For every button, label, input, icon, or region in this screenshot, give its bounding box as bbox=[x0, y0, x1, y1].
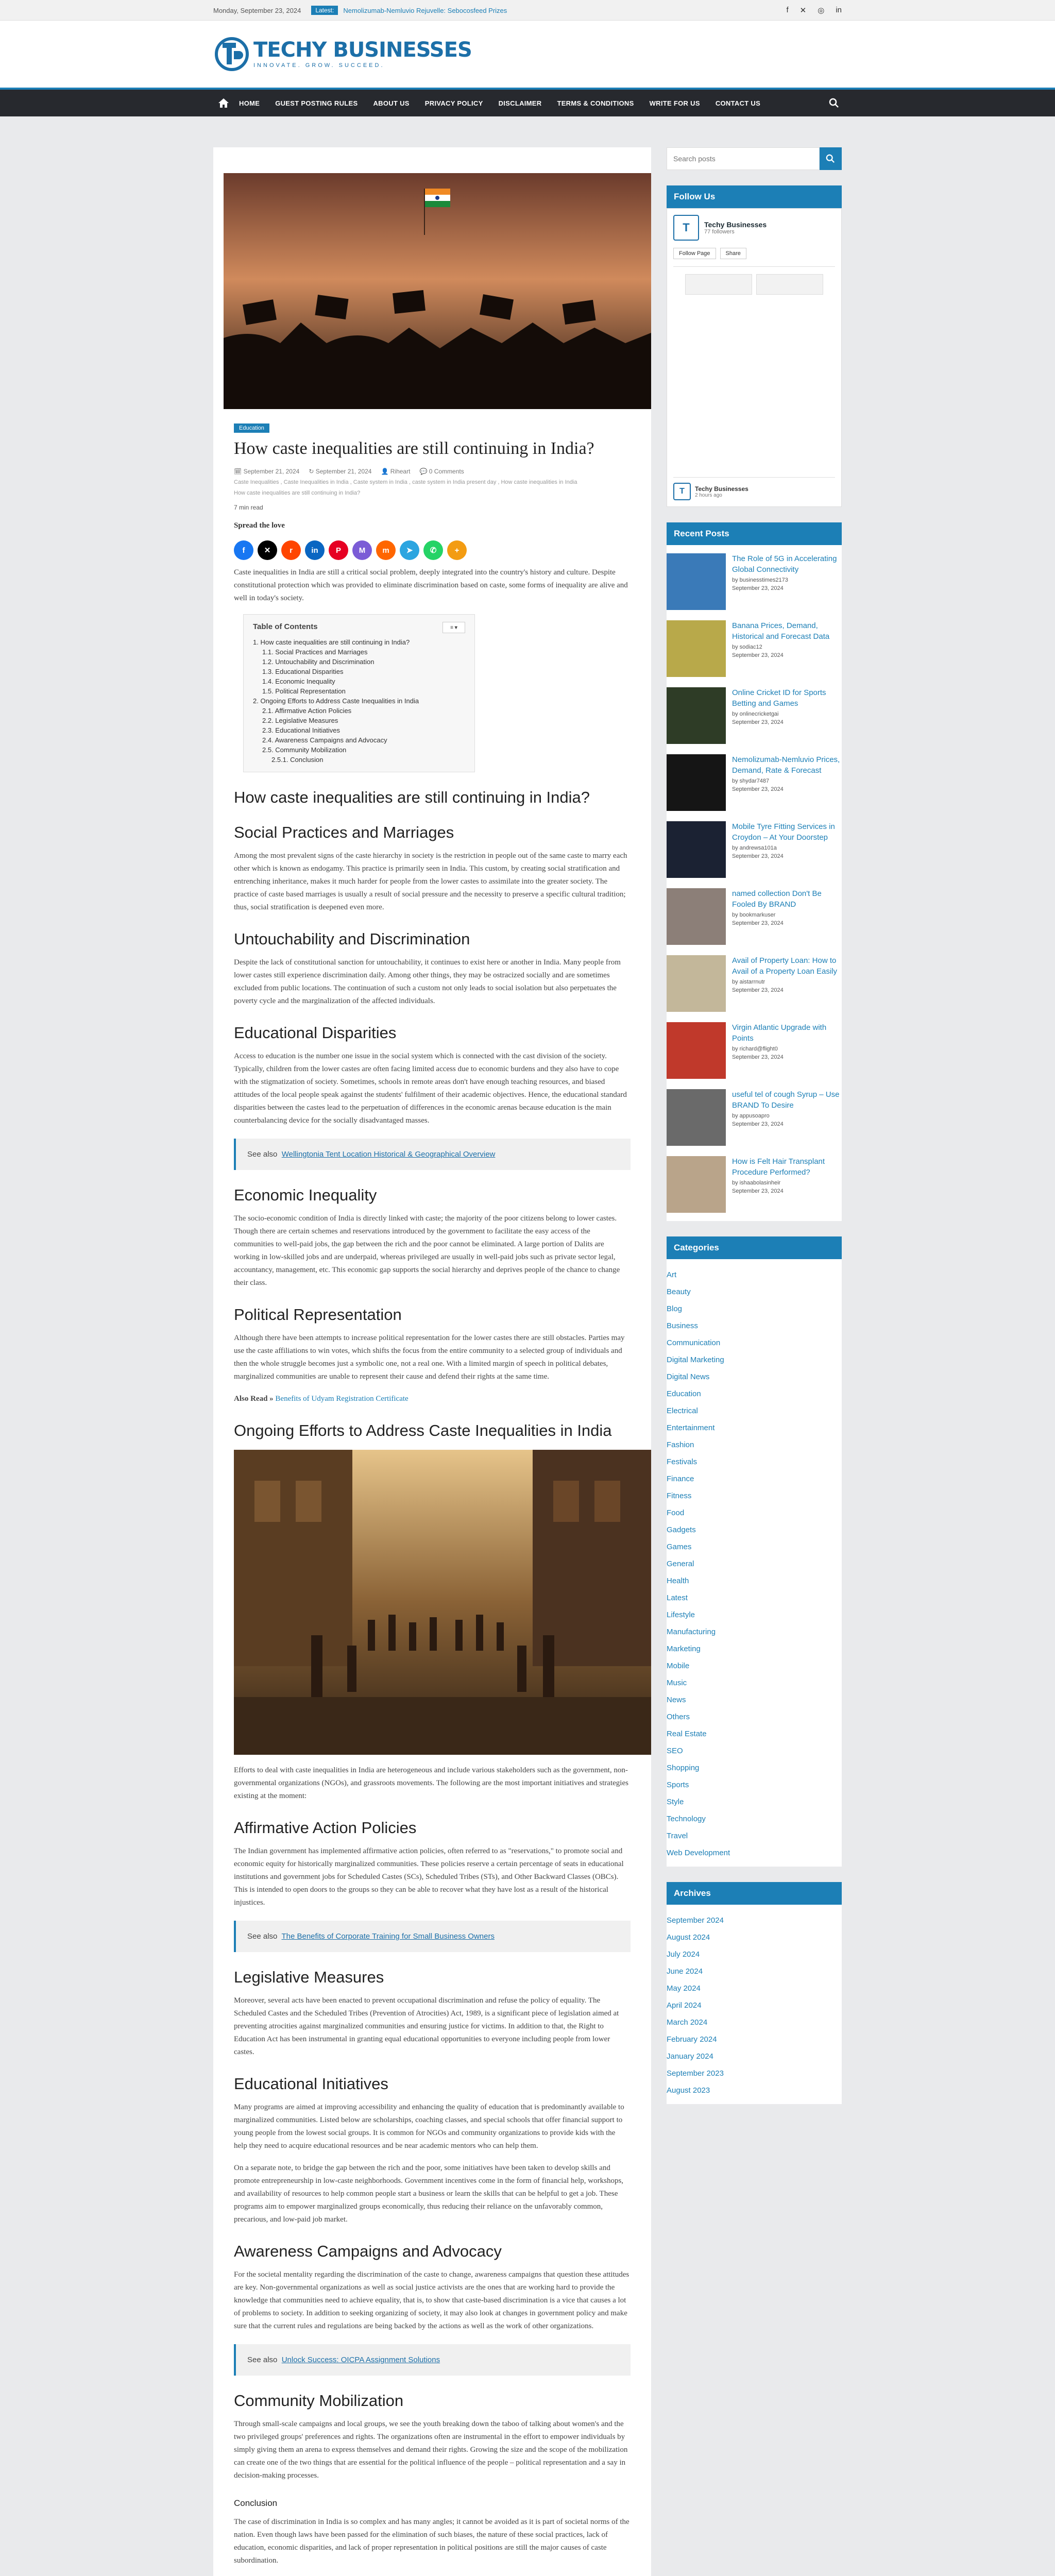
archive-link[interactable]: September 2023 bbox=[667, 2069, 724, 2078]
recent-post-thumbnail[interactable] bbox=[667, 1089, 726, 1146]
category-link[interactable]: Sports bbox=[667, 1781, 689, 1789]
mix-share-icon[interactable]: m bbox=[376, 540, 396, 560]
toc-item[interactable]: 1.2. Untouchability and Discrimination bbox=[262, 658, 375, 666]
category-link[interactable]: SEO bbox=[667, 1747, 683, 1755]
mewe-share-icon[interactable]: M bbox=[352, 540, 372, 560]
paragraph-social: Among the most prevalent signs of the caste hierarchy in society is the restriction in people out of the same caste to marry each other which is known as endogamy. This practice is primarily seen in India. This custom, by creating social stratification and entrenching inheritance, makes it much harder for people from the lower castes to assimilate into the greater society. The practice of caste based marriages is usually a result of social pressure and the necessity to preserve a specific cultural tradition; thus, social stratification is deepened even more. bbox=[234, 852, 627, 911]
recent-post-thumbnail[interactable] bbox=[667, 888, 726, 945]
nav-item-guest-posting-rules[interactable]: GUEST POSTING RULES bbox=[275, 99, 358, 107]
site-header bbox=[0, 21, 1055, 88]
recent-post-thumbnail[interactable] bbox=[667, 1156, 726, 1213]
facebook-page-embed[interactable] bbox=[667, 208, 842, 507]
see-also-label: See also bbox=[247, 1932, 278, 1941]
search-icon bbox=[826, 154, 835, 163]
category-link[interactable]: Digital Marketing bbox=[667, 1355, 724, 1364]
table-of-contents bbox=[243, 614, 475, 772]
paragraph-initiatives-2: On a separate note, to bridge the gap between the rich and the poor, some initiatives have been taken to develop skills and promote entrepreneurship in low-caste neighborhoods. Government incentives come in the form of financial help, workshops, and availability of resources to help common people start a business or learn the skills that can be helpful to get a job. These programs aim to empower marginalized groups economically, thus reducing their reliance on the unfavorably common, precarious, and low-paid job market. bbox=[234, 2164, 624, 2224]
search-submit-button[interactable] bbox=[820, 147, 842, 170]
category-link[interactable]: Latest bbox=[667, 1594, 688, 1602]
recent-post-date: September 23, 2024 bbox=[732, 853, 784, 859]
category-link[interactable]: News bbox=[667, 1696, 686, 1704]
recent-post-title[interactable]: How is Felt Hair Transplant Procedure Performed? bbox=[732, 1157, 825, 1177]
toc-item[interactable]: 1.5. Political Representation bbox=[262, 687, 346, 695]
post-date[interactable]: 🗓 September 21, 2024 bbox=[234, 468, 300, 475]
recent-post-title[interactable]: named collection Don't Be Fooled By BRAND bbox=[732, 889, 822, 909]
category-link[interactable]: Food bbox=[667, 1509, 685, 1517]
logo-name: TECHY BUSINESSES bbox=[253, 38, 472, 62]
toc-title: Table of Contents bbox=[253, 622, 318, 631]
recent-post-author: by aistarrnutr bbox=[732, 979, 765, 985]
heading-economic: Economic Inequality bbox=[234, 1186, 377, 1204]
category-link[interactable]: Blog bbox=[667, 1304, 683, 1313]
telegram-share-icon[interactable]: ➤ bbox=[400, 540, 419, 560]
recent-post-item[interactable] bbox=[667, 548, 842, 615]
heading-education: Educational Disparities bbox=[234, 1024, 397, 1042]
see-also-link[interactable]: Unlock Success: OICPA Assignment Solutions bbox=[281, 2355, 440, 2364]
archive-link[interactable]: April 2024 bbox=[667, 2001, 702, 2010]
recent-post-thumbnail[interactable] bbox=[667, 821, 726, 878]
nav-item-disclaimer[interactable]: DISCLAIMER bbox=[498, 99, 542, 107]
social-links bbox=[786, 6, 842, 15]
x-share-icon[interactable]: ✕ bbox=[258, 540, 277, 560]
toc-item[interactable]: 1.3. Educational Disparities bbox=[262, 668, 344, 675]
current-date: Monday, September 23, 2024 bbox=[213, 6, 301, 14]
main-nav bbox=[0, 88, 1055, 116]
fb-post-avatar: T bbox=[673, 483, 691, 500]
archive-link[interactable]: August 2024 bbox=[667, 1933, 710, 1942]
recent-post-thumbnail[interactable] bbox=[667, 955, 726, 1012]
category-link[interactable]: Technology bbox=[667, 1815, 706, 1823]
heading-community: Community Mobilization bbox=[234, 2392, 404, 2410]
recent-post-title[interactable]: Mobile Tyre Fitting Services in Croydon – At Your Doorstep bbox=[732, 822, 835, 842]
post-body bbox=[224, 566, 641, 2576]
post-title: How caste inequalities are still continuing in India? bbox=[234, 439, 594, 458]
recent-post-author: by shydar7487 bbox=[732, 778, 770, 784]
recent-post-date: September 23, 2024 bbox=[732, 1121, 784, 1127]
recent-post-date: September 23, 2024 bbox=[732, 987, 784, 993]
post-comments[interactable]: 💬 0 Comments bbox=[419, 468, 464, 475]
facebook-icon[interactable]: f bbox=[786, 6, 789, 14]
widget-title: Archives bbox=[667, 1882, 842, 1905]
category-link[interactable]: Others bbox=[667, 1713, 690, 1721]
category-link[interactable]: Travel bbox=[667, 1832, 688, 1840]
paragraph-awareness: For the societal mentality regarding the discrimination of the caste to change, awareness campaigns that question these attitudes are key. Non-governmental organizations as well as social justice activists are the ones that are working hard to provide the knowledge that communities need to achieve equality, that is, to show that caste-based discrimination is a vice that causes a lot of problems to society. In addition to seeking organizing of society, it may also look at changes in government policy and make sure that the current rules and regulations are being backed by the actions as well as the work of other organizations. bbox=[234, 2270, 629, 2330]
heading-legislative: Legislative Measures bbox=[234, 1968, 384, 1986]
sidebar bbox=[667, 147, 842, 2576]
nav-item-home[interactable]: HOME bbox=[239, 99, 260, 107]
archive-link[interactable]: September 2024 bbox=[667, 1916, 724, 1925]
search-input[interactable] bbox=[667, 147, 820, 170]
category-link[interactable]: Manufacturing bbox=[667, 1628, 716, 1636]
see-also-box bbox=[234, 1139, 631, 1170]
heading-political: Political Representation bbox=[234, 1306, 402, 1324]
facebook-widget bbox=[667, 185, 842, 507]
see-also-label: See also bbox=[247, 1150, 278, 1159]
paragraph-affirmative: The Indian government has implemented affirmative action policies, often referred to as "reservations," to promote social and economic equity for historically marginalized communities. These policies reserve a certain percentage of seats in educational institutions and government jobs for Scheduled Castes (SCs), Scheduled Tribes (STs), and Other Backward Classes (OBCs). This is intended to open doors to the groups so they can be able to recover what they have lost as a result of the historical injustices. bbox=[234, 1847, 624, 1907]
latest-label: Latest: bbox=[311, 6, 338, 15]
site-logo[interactable] bbox=[213, 36, 472, 73]
recent-post-author: by onlinecricketgai bbox=[732, 711, 779, 717]
recent-post-date: September 23, 2024 bbox=[732, 786, 784, 792]
intro-paragraph: Caste inequalities in India are still a critical social problem, deeply integrated into the country's history and culture. Despite constitutional protection which was provided to eliminate discrimination based on caste, some forms of inequality are alive and well in today's society. bbox=[234, 568, 628, 602]
recent-post-item[interactable] bbox=[667, 1084, 842, 1151]
paragraph-conclusion-1: The case of discrimination in India is so complex and has many angles; it cannot be avoided as it is part of societal norms of the nation. Even though laws have been passed for the elimination of such biases, the nature of these social practices, lack of education, economic disparities, and lack of proper representation in political positions are still the major causes of caste subordination. bbox=[234, 2518, 629, 2565]
recent-post-author: by bookmarkuser bbox=[732, 912, 776, 918]
archives-widget bbox=[667, 1882, 842, 2104]
recent-post-item[interactable] bbox=[667, 883, 842, 950]
read-time: 7 min read bbox=[234, 504, 263, 511]
category-link[interactable]: Festivals bbox=[667, 1458, 697, 1466]
more-share-icon[interactable]: + bbox=[447, 540, 467, 560]
recent-post-author: by appusoapro bbox=[732, 1113, 770, 1119]
category-link[interactable]: Education bbox=[667, 1389, 701, 1398]
category-link[interactable]: Art bbox=[667, 1270, 677, 1279]
instagram-icon[interactable]: ◎ bbox=[818, 6, 825, 15]
archive-link[interactable]: January 2024 bbox=[667, 2052, 713, 2061]
category-link[interactable]: Communication bbox=[667, 1338, 721, 1347]
recent-post-thumbnail[interactable] bbox=[667, 620, 726, 677]
x-icon[interactable]: ✕ bbox=[799, 6, 807, 15]
paragraph-ongoing: Efforts to deal with caste inequalities in India are heterogeneous and include various stakeholders such as the government, non-governmental organizations (NGOs), and grassroots movements. The following are the most important initiatives and strategies existing at the moment: bbox=[234, 1766, 628, 1800]
heading-untouchability: Untouchability and Discrimination bbox=[234, 930, 470, 948]
archive-link[interactable]: June 2024 bbox=[667, 1967, 703, 1976]
see-also-label: See also bbox=[247, 2355, 278, 2364]
fb-page-avatar: T bbox=[673, 215, 699, 241]
fb-post-author: Techy Businesses bbox=[695, 485, 748, 493]
fb-post-time: 2 hours ago bbox=[695, 492, 722, 498]
heading-awareness: Awareness Campaigns and Advocacy bbox=[234, 2242, 502, 2260]
category-link[interactable]: Music bbox=[667, 1679, 687, 1687]
logo-mark-icon bbox=[213, 36, 250, 73]
category-link[interactable]: Lifestyle bbox=[667, 1611, 695, 1619]
category-link[interactable]: Electrical bbox=[667, 1406, 698, 1415]
category-link[interactable]: Health bbox=[667, 1577, 689, 1585]
post-tags[interactable]: Caste Inequalities , Caste Inequalities in India , Caste system in India , caste system in India present day , How caste inequalities in India bbox=[234, 479, 577, 485]
paragraph-untouchability: Despite the lack of constitutional sanction for untouchability, it continues to exist here or another in India. Many people from lower castes still experience discrimination daily. Among other things, they may be ostracized socially and are sometimes excluded from public locations. The continuation of such a custom not only leads to social isolation but also perpetuates the poverty cycle and the marginalization of the affected individuals. bbox=[234, 958, 621, 1005]
category-link[interactable]: Games bbox=[667, 1543, 692, 1551]
recent-post-date: September 23, 2024 bbox=[732, 585, 784, 591]
share-buttons bbox=[234, 540, 631, 560]
search-widget bbox=[667, 147, 842, 170]
recent-post-item[interactable] bbox=[667, 1017, 842, 1084]
toc-toggle-button[interactable]: ≡ ▾ bbox=[443, 622, 465, 633]
main-content bbox=[213, 147, 651, 2576]
recent-post-title[interactable]: The Role of 5G in Accelerating Global Connectivity bbox=[732, 554, 837, 574]
paragraph-economic: The socio-economic condition of India is directly linked with caste; the majority of the poor citizens belong to lower castes. Though there are certain schemes and reservations introduced by the government to facilitate the easy access of the communities to well-paid jobs, the gap between the rich and the poor cannot be eliminated. A large portion of Dalits are working in low-skilled jobs and are underpaid, whereas privileged are usually in well-paid jobs such as private sector legal, accountancy, management, etc. This economic gap supports the social hierarchy and deprives people of the chance to change their class. bbox=[234, 1214, 620, 1287]
street-crowd-image bbox=[234, 1450, 651, 1755]
heading-social: Social Practices and Marriages bbox=[234, 823, 454, 841]
category-link[interactable]: Mobile bbox=[667, 1662, 690, 1670]
recent-post-title[interactable]: Online Cricket ID for Sports Betting and Games bbox=[732, 688, 826, 708]
recent-post-author: by andrewsa101a bbox=[732, 845, 777, 851]
toc-item[interactable]: 2.2. Legislative Measures bbox=[262, 717, 338, 724]
heading-conclusion: Conclusion bbox=[234, 2498, 278, 2508]
category-link[interactable]: Business bbox=[667, 1321, 698, 1330]
fb-followers: 77 followers bbox=[704, 229, 735, 235]
recent-post-date: September 23, 2024 bbox=[732, 719, 784, 725]
archive-link[interactable]: August 2023 bbox=[667, 2086, 710, 2095]
recent-post-title[interactable]: Virgin Atlantic Upgrade with Points bbox=[732, 1023, 827, 1043]
heading-initiatives: Educational Initiatives bbox=[234, 2075, 388, 2093]
paragraph-political: Although there have been attempts to increase political representation for the lower castes there are still obstacles. Parties may use the caste affiliations to win votes, which shifts the focus from the entire community to a selected group of individuals and then the whole struggle becomes just a symbolic one, not a real one. With a limited margin of speech in political debates, marginalized communities are unable to represent their cause and defend their rights at the same time. bbox=[234, 1334, 625, 1381]
category-link[interactable]: Beauty bbox=[667, 1287, 691, 1296]
archive-link[interactable]: July 2024 bbox=[667, 1950, 700, 1959]
search-icon[interactable] bbox=[826, 95, 842, 111]
also-read bbox=[234, 1393, 631, 1405]
linkedin-share-icon[interactable]: in bbox=[305, 540, 325, 560]
home-icon[interactable] bbox=[213, 90, 234, 116]
recent-post-date: September 23, 2024 bbox=[732, 920, 784, 926]
recent-post-thumbnail[interactable] bbox=[667, 553, 726, 610]
toc-item[interactable]: 1.1. Social Practices and Marriages bbox=[262, 648, 368, 656]
latest-news-link[interactable]: Nemolizumab-Nemluvio Rejuvelle: Sebocosfeed Prizes bbox=[343, 6, 507, 14]
toc-item[interactable]: 2.5.1. Conclusion bbox=[271, 756, 324, 764]
widget-title: Categories bbox=[667, 1236, 842, 1259]
recent-post-author: by businesstimes2173 bbox=[732, 577, 788, 583]
toc-item[interactable]: 2.5. Community Mobilization bbox=[262, 746, 347, 754]
toc-item[interactable]: 2.3. Educational Initiatives bbox=[262, 726, 341, 734]
also-read-link[interactable]: Benefits of Udyam Registration Certificate bbox=[275, 1395, 409, 1403]
facebook-share-icon[interactable]: f bbox=[234, 540, 253, 560]
nav-item-write-for-us[interactable]: WRITE FOR US bbox=[649, 99, 700, 107]
post-updated: ↻ September 21, 2024 bbox=[309, 468, 372, 475]
category-link[interactable]: Style bbox=[667, 1798, 684, 1806]
archive-link[interactable]: May 2024 bbox=[667, 1984, 701, 1993]
category-link[interactable]: Finance bbox=[667, 1475, 694, 1483]
fb-page-name: Techy Businesses bbox=[704, 221, 767, 229]
recent-post-item[interactable] bbox=[667, 682, 842, 749]
category-link[interactable]: General bbox=[667, 1560, 694, 1568]
toc-item[interactable]: 2.4. Awareness Campaigns and Advocacy bbox=[262, 736, 387, 744]
whatsapp-share-icon[interactable]: ✆ bbox=[423, 540, 443, 560]
see-also-link[interactable]: The Benefits of Corporate Training for Small Business Owners bbox=[281, 1932, 495, 1941]
toc-item[interactable]: 2. Ongoing Efforts to Address Caste Inequalities in India bbox=[253, 697, 419, 705]
recent-post-date: September 23, 2024 bbox=[732, 1188, 784, 1194]
post-meta bbox=[234, 468, 631, 475]
category-link[interactable]: Gadgets bbox=[667, 1526, 696, 1534]
recent-post-item[interactable] bbox=[667, 816, 842, 883]
logo-tagline: INNOVATE. GROW. SUCCEED. bbox=[253, 62, 385, 69]
nav-item-terms[interactable]: TERMS & CONDITIONS bbox=[557, 99, 634, 107]
recent-post-item[interactable] bbox=[667, 1151, 842, 1218]
archive-link[interactable]: March 2024 bbox=[667, 2018, 708, 2027]
recent-post-title[interactable]: Avail of Property Loan: How to Avail of a Property Loan Easily bbox=[732, 956, 838, 976]
nav-item-about-us[interactable]: ABOUT US bbox=[373, 99, 410, 107]
featured-image bbox=[224, 173, 651, 409]
recent-post-item[interactable] bbox=[667, 749, 842, 816]
recent-post-title[interactable]: Nemolizumab-Nemluvio Prices, Demand, Rate & Forecast bbox=[732, 755, 840, 775]
category-link[interactable]: Web Development bbox=[667, 1849, 730, 1857]
category-link[interactable]: Marketing bbox=[667, 1645, 701, 1653]
nav-item-privacy-policy[interactable]: PRIVACY POLICY bbox=[424, 99, 483, 107]
category-badge[interactable]: Education bbox=[234, 423, 269, 433]
post-tags-title: How caste inequalities are still continuing in India? bbox=[234, 490, 361, 496]
recent-post-title[interactable]: Banana Prices, Demand, Historical and Forecast Data bbox=[732, 621, 830, 641]
archive-link[interactable]: February 2024 bbox=[667, 2035, 717, 2044]
post-author[interactable]: 👤 Riheart bbox=[381, 468, 411, 475]
recent-posts-widget bbox=[667, 522, 842, 1221]
category-link[interactable]: Entertainment bbox=[667, 1423, 715, 1432]
paragraph-education: Access to education is the number one issue in the social system which is connected with the cast division of the society. Typically, children from the lower castes are often facing limited access due to economic burdens and they also have to cope with the stigmatization of society. Sometimes, schools in remote areas don't have enough teaching resources, and biased attitudes of the local people speak against the students' fulfilment of their academic objectives. Hence, the educational standard disparities between the castes lead to the perpetuation of differences in the economic arenas because education is the main counterbalancing device for the socially disadvantaged masses. bbox=[234, 1052, 627, 1125]
widget-title: Follow Us bbox=[667, 185, 842, 208]
recent-post-thumbnail[interactable] bbox=[667, 754, 726, 811]
reddit-share-icon[interactable]: r bbox=[281, 540, 301, 560]
fb-share-button[interactable]: Share bbox=[720, 248, 746, 259]
recent-post-title[interactable]: useful tel of cough Syrup – Use BRAND To Desire bbox=[732, 1090, 840, 1110]
see-also-link[interactable]: Wellingtonia Tent Location Historical & Geographical Overview bbox=[281, 1150, 496, 1159]
paragraph-initiatives-1: Many programs are aimed at improving accessibility and enhancing the quality of education that is predominantly available to marginalized communities. Listed below are scholarships, coaching classes, and special schools that offer financial support to young people from the lowest social groups. It is common for NGOs and community organizations to provide kids with the help they need to acquire educational resources and be near academic mentors who can help them. bbox=[234, 2103, 624, 2150]
recent-post-author: by ishaabolasinheir bbox=[732, 1180, 781, 1186]
pinterest-share-icon[interactable]: P bbox=[329, 540, 348, 560]
top-bar bbox=[0, 0, 1055, 21]
paragraph-legislative: Moreover, several acts have been enacted to prevent occupational discrimination and refuse the policy of equality. The Scheduled Castes and the Scheduled Tribes (Prevention of Atrocities) Act, 1989, is a significant piece of legislation aimed at preventing atrocities against marginalized communities and ensuring justice for victims. In addition to that, the Right to Education Act has been instrumental in granting equal educational opportunities to everyone including people from lower castes. bbox=[234, 1996, 619, 2056]
see-also-box bbox=[234, 2344, 631, 2376]
toc-item[interactable]: 1.4. Economic Inequality bbox=[262, 677, 335, 685]
see-also-box bbox=[234, 1921, 631, 1952]
also-read-label: Also Read » bbox=[234, 1395, 274, 1403]
widget-title: Recent Posts bbox=[667, 522, 842, 545]
paragraph-community: Through small-scale campaigns and local groups, we see the youth breaking down the taboo of talking about women's and the two privileged groups' preferences and rights. The organizations often are instrumental in the effort to empower individuals by simply giving them an arena to express themselves and demand their rights. Growing the size and the scope of the mobilization can create one of the two things that are essential for the political influence of the people – political representation and a say in decision-making processes. bbox=[234, 2420, 628, 2480]
category-link[interactable]: Real Estate bbox=[667, 1730, 707, 1738]
category-link[interactable]: Fashion bbox=[667, 1440, 694, 1449]
heading-ongoing: Ongoing Efforts to Address Caste Inequalities in India bbox=[234, 1421, 612, 1439]
recent-post-thumbnail[interactable] bbox=[667, 687, 726, 744]
toc-item[interactable]: 2.1. Affirmative Action Policies bbox=[262, 707, 352, 715]
category-link[interactable]: Shopping bbox=[667, 1764, 700, 1772]
linkedin-icon[interactable]: in bbox=[836, 6, 842, 14]
recent-post-item[interactable] bbox=[667, 615, 842, 682]
recent-post-item[interactable] bbox=[667, 950, 842, 1017]
heading-affirmative: Affirmative Action Policies bbox=[234, 1819, 417, 1837]
fb-follow-button[interactable]: Follow Page bbox=[673, 248, 716, 259]
spread-label: Spread the love bbox=[234, 521, 285, 530]
category-link[interactable]: Digital News bbox=[667, 1372, 710, 1381]
categories-widget bbox=[667, 1236, 842, 1867]
recent-post-author: by sodiac12 bbox=[732, 644, 762, 650]
recent-post-date: September 23, 2024 bbox=[732, 652, 784, 658]
toc-item[interactable]: 1. How caste inequalities are still continuing in India? bbox=[253, 638, 410, 646]
recent-post-thumbnail[interactable] bbox=[667, 1022, 726, 1079]
recent-post-date: September 23, 2024 bbox=[732, 1054, 784, 1060]
heading-main: How caste inequalities are still continuing in India? bbox=[234, 788, 590, 806]
nav-item-contact-us[interactable]: CONTACT US bbox=[715, 99, 761, 107]
category-link[interactable]: Fitness bbox=[667, 1492, 692, 1500]
recent-post-author: by richard@flight0 bbox=[732, 1046, 778, 1052]
